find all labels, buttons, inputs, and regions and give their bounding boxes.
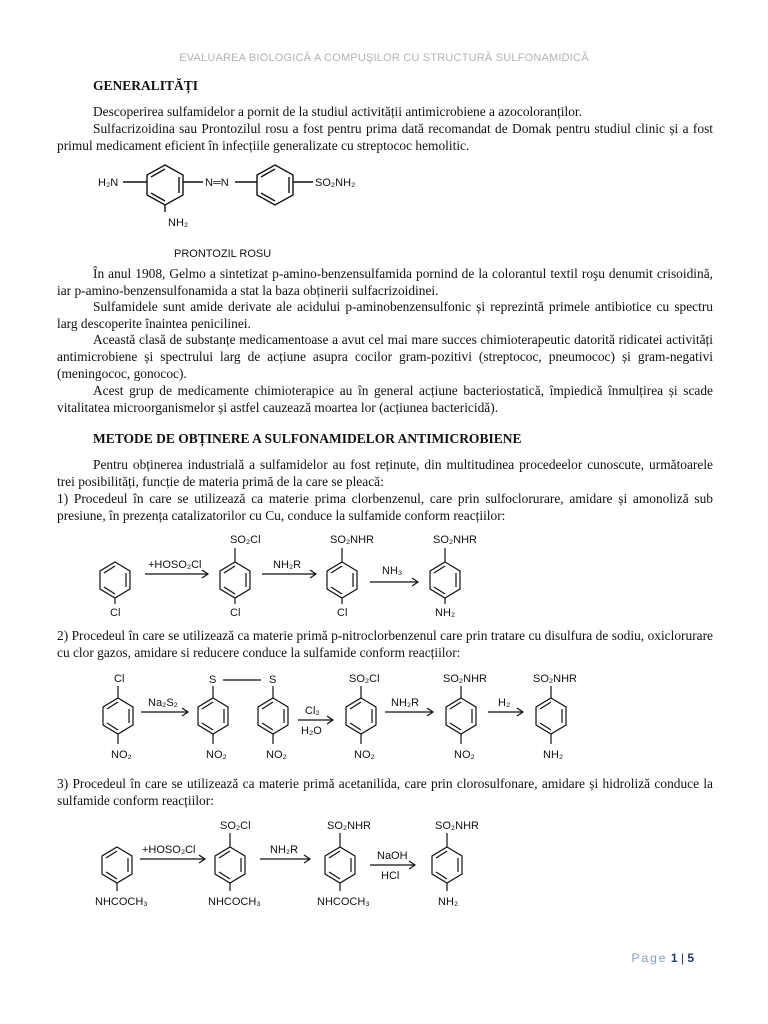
- section-title-generalitati: GENERALITĂȚI: [93, 78, 199, 93]
- paragraph-6: Acest grup de medicamente chimioterapice au în general acțiune bacteriostatică, împiedică înmulțirea și scade vitalitatea microorganismelor și astfel cauzează moartea lor (acțiunea bactericidă).: [57, 383, 713, 415]
- s2-top4: SO₂NHR: [443, 673, 487, 685]
- paragraph-2: Sulfacrizoidina sau Prontozilul rosu a fost pentru prima dată recomandat de Domak pentru studiul clinic și a fost primul medicament eficient în infecțiile generalizate cu streptococ hemolitic.: [57, 121, 713, 153]
- prontozil-bottom-group: NH₂: [168, 217, 189, 229]
- reaction-scheme-1: [90, 530, 490, 625]
- prontozil-right-group: SO₂NH₂: [315, 177, 356, 189]
- s3-top4: SO₂NHR: [435, 820, 479, 832]
- figure-caption: PRONTOZIL ROSU: [174, 248, 272, 260]
- s3-arrow3-top: NaOH: [377, 850, 408, 862]
- reaction-scheme-3: [95, 815, 495, 915]
- s3-sub3: NHCOCH₃: [317, 896, 370, 908]
- s1-arrow1: +HOSO₂Cl: [148, 559, 202, 571]
- s3-sub2: NHCOCH₃: [208, 896, 261, 908]
- paragraph-3: În anul 1908, Gelmo a sintetizat p-amino-benzensulfamida pornind de la colorantul textil roşu denumit crisoidină, iar p-amino-benzensulfonamida a stat la baza obținerii sulfacrizoidinei.: [57, 266, 713, 298]
- s1-sub2: Cl: [230, 607, 241, 619]
- s1-top4: SO₂NHR: [433, 534, 477, 546]
- s3-sub4: NH₂: [438, 896, 459, 908]
- s3-arrow3-bottom: HCl: [381, 870, 400, 882]
- s3-top3: SO₂NHR: [327, 820, 371, 832]
- s2-arrow2-top: Cl₂: [305, 705, 320, 717]
- s1-arrow2: NH₂R: [273, 559, 302, 571]
- s1-top3: SO₂NHR: [330, 534, 374, 546]
- s2-s-left: S: [209, 674, 217, 686]
- s1-sub4: NH₂: [435, 607, 456, 619]
- s2-sub1: NO₂: [111, 749, 132, 761]
- s1-top2: SO₂Cl: [230, 534, 261, 546]
- s2-sub3: NO₂: [354, 749, 375, 761]
- s1-sub3: Cl: [337, 607, 348, 619]
- s3-arrow2: NH₂R: [270, 844, 299, 856]
- s2-sub4: NO₂: [454, 749, 475, 761]
- procedure-3-text: 3) Procedeul în care se utilizează ca materie primă acetanilida, care prin clorosulfonare, amidare și hidroliză conduce la sulfamide conform reacțiilor:: [57, 776, 713, 808]
- page-current: 1: [670, 951, 678, 965]
- s3-top2: SO₂Cl: [220, 820, 251, 832]
- s2-s-right: S: [269, 674, 277, 686]
- section-title-metode: METODE DE OBȚINERE A SULFONAMIDELOR ANTIMICROBIENE: [93, 431, 522, 446]
- s1-arrow3: NH₃: [382, 565, 403, 577]
- s2-sub5: NH₂: [543, 749, 564, 761]
- s2-top5: SO₂NHR: [533, 673, 577, 685]
- reaction-scheme-2: [93, 668, 613, 768]
- page-total: 5: [687, 951, 694, 965]
- page-word: Page: [631, 951, 668, 965]
- s2-top3: SO₂Cl: [349, 673, 380, 685]
- procedure-2-text: 2) Procedeul în care se utilizează ca materie primă p-nitroclorbenzenul care prin tratare cu disulfura de sodiu, oxiclorurare cu clor gazos, amidare si reducere conduce la sulfamide conform reacțiilor:: [57, 628, 713, 660]
- s2-arrow1: Na₂S₂: [148, 697, 178, 709]
- intro-paragraph: Pentru obținerea industrială a sulfamidelor au fost reținute, din multitudinea procedeelor cunoscute, următoarele trei posibilități, funcție de materia primă de la care se pleacă:: [57, 457, 713, 489]
- procedure-1-text: 1) Procedeul în care se utilizează ca materie prima clorbenzenul, care prin sulfoclorurare, amidare și amonoliză sub presiune, în prezența catalizatorilor cu Cu, conduce la sulfamide conform reacțiilor:: [57, 491, 713, 523]
- paragraph-5: Această clasă de substanțe medicamentoase a avut cel mai mare succes chimioterapeutic datorită ridicatei activități antimicrobiene și spectrului larg de acțiune asupra cocilor gram-pozitivi (streptococ, pneumococ) și gram-negativi (meningococ, gonococ).: [57, 332, 713, 381]
- paragraph-1: Descoperirea sulfamidelor a pornit de la studiul activității antimicrobiene a azocoloranților.: [93, 104, 582, 119]
- page-footer: [631, 951, 694, 965]
- prontozil-azo: N═N: [205, 177, 229, 189]
- s3-arrow1: +HOSO₂Cl: [142, 844, 196, 856]
- s2-arrow4: H₂: [498, 697, 511, 709]
- s1-sub1: Cl: [110, 607, 121, 619]
- benzene-ring: [147, 165, 183, 205]
- running-header: EVALUAREA BIOLOGICĂ A COMPUŞILOR CU STRUCTURĂ SULFONAMIDICĂ: [179, 52, 589, 64]
- s2-arrow2-bottom: H₂O: [301, 725, 322, 737]
- s2-sub2b: NO₂: [266, 749, 287, 761]
- s2-top1: Cl: [114, 673, 125, 685]
- benzene-ring: [257, 165, 293, 205]
- paragraph-4: Sulfamidele sunt amide derivate ale acidului p-aminobenzensulfonic și reprezintă primele antibiotice cu spectru larg descoperite înaintea penicilinei.: [57, 299, 713, 331]
- page-separator: |: [680, 951, 684, 965]
- s2-arrow3: NH₂R: [391, 697, 420, 709]
- s2-sub2a: NO₂: [206, 749, 227, 761]
- prontozil-left-group: H₂N: [98, 177, 119, 189]
- prontozil-structure: [95, 160, 375, 240]
- s3-sub1: NHCOCH₃: [95, 896, 148, 908]
